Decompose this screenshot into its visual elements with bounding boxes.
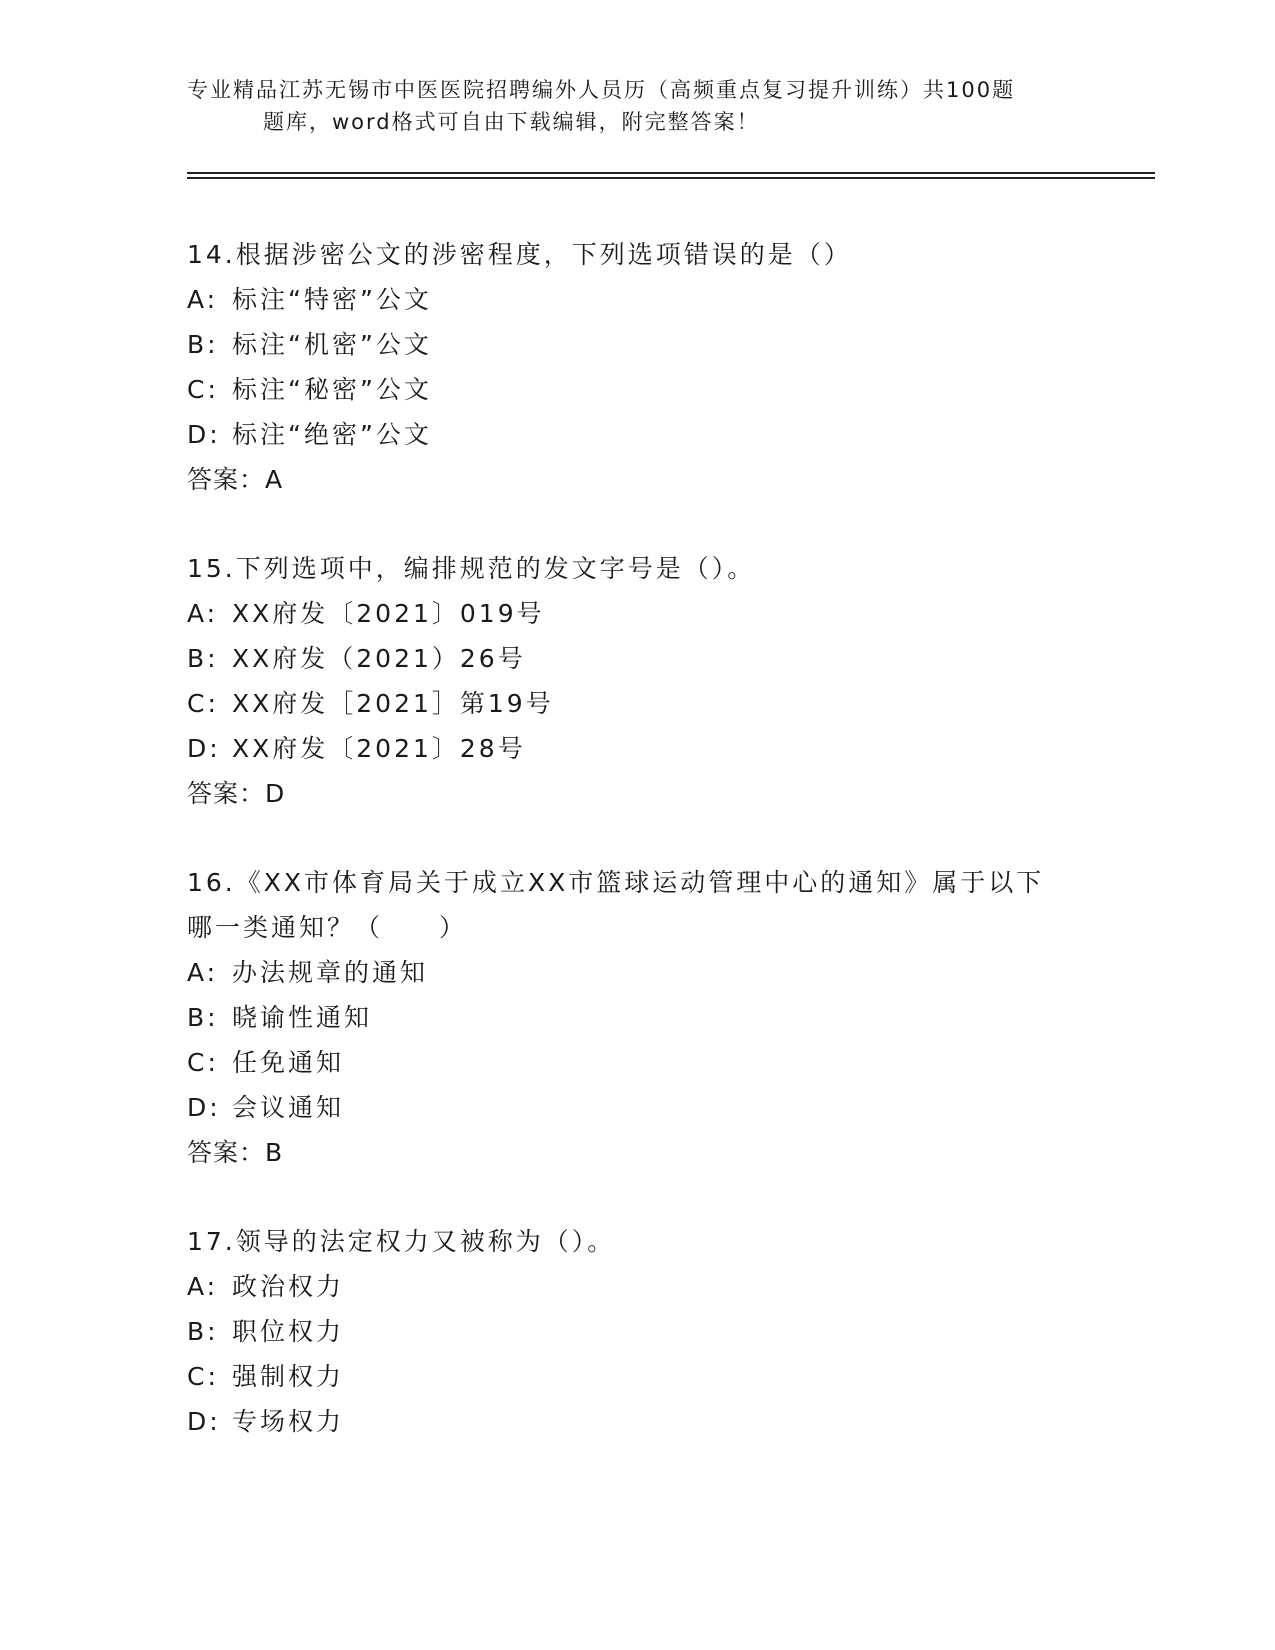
question-option: [187, 636, 1087, 681]
option-key: C:: [187, 689, 219, 718]
question-item: [187, 860, 1087, 1175]
question-option: [187, 1399, 1087, 1444]
option-text: 标注“秘密”公文: [232, 375, 432, 404]
question-option: [187, 591, 1087, 636]
question-item: [187, 232, 1087, 502]
option-text: 任免通知: [232, 1048, 345, 1077]
option-text: XX府发（2021）26号: [232, 644, 526, 673]
option-text: 会议通知: [232, 1093, 345, 1122]
question-option: [187, 681, 1087, 726]
document-header: [187, 74, 1087, 138]
option-key: D:: [187, 1093, 221, 1122]
option-key: C:: [187, 375, 219, 404]
question-option: [187, 726, 1087, 771]
answer-line: 答案：A: [187, 465, 284, 494]
question-stem: 15.下列选项中，编排规范的发文字号是（）。: [187, 554, 756, 583]
question-option: [187, 1040, 1087, 1085]
question-option: [187, 1354, 1087, 1399]
option-text: 专场权力: [232, 1407, 345, 1436]
question-option: [187, 277, 1087, 322]
question-item: [187, 1219, 1087, 1444]
option-text: 强制权力: [232, 1362, 345, 1391]
option-key: C:: [187, 1048, 219, 1077]
option-key: B:: [187, 1317, 219, 1346]
option-key: D:: [187, 1407, 221, 1436]
option-text: 标注“绝密”公文: [232, 420, 432, 449]
question-item: [187, 546, 1087, 816]
option-text: XX府发［2021］第19号: [232, 689, 554, 718]
question-option: [187, 1085, 1087, 1130]
option-text: 政治权力: [232, 1272, 345, 1301]
option-key: B:: [187, 644, 219, 673]
option-key: A:: [187, 1272, 219, 1301]
header-rule-top: [187, 172, 1155, 174]
question-option: [187, 322, 1087, 367]
option-text: 标注“特密”公文: [232, 285, 432, 314]
question-list: [187, 232, 1087, 1488]
option-key: B:: [187, 330, 219, 359]
document-title-line-2: 题库，word格式可自由下载编辑，附完整答案！: [263, 110, 760, 134]
question-option: [187, 995, 1087, 1040]
option-text: 办法规章的通知: [232, 958, 429, 987]
option-key: A:: [187, 958, 219, 987]
answer-line: 答案：B: [187, 1138, 284, 1167]
option-key: C:: [187, 1362, 219, 1391]
option-text: XX府发〔2021〕019号: [232, 599, 545, 628]
option-text: 标注“机密”公文: [232, 330, 432, 359]
question-stem: 哪一类通知？（ ）: [187, 913, 468, 942]
option-text: 职位权力: [232, 1317, 345, 1346]
option-key: A:: [187, 599, 219, 628]
option-key: D:: [187, 734, 221, 763]
document-title-line-1: 专业精品江苏无锡市中医医院招聘编外人员历（高频重点复习提升训练）共100题: [187, 78, 1016, 102]
question-option: [187, 412, 1087, 457]
question-stem: 16.《XX市体育局关于成立XX市篮球运动管理中心的通知》属于以下: [187, 868, 1045, 897]
question-option: [187, 950, 1087, 995]
option-text: 晓谕性通知: [232, 1003, 373, 1032]
question-option: [187, 367, 1087, 412]
question-stem: 17.领导的法定权力又被称为（）。: [187, 1227, 616, 1256]
option-text: XX府发〔2021〕28号: [232, 734, 526, 763]
question-option: [187, 1309, 1087, 1354]
option-key: B:: [187, 1003, 219, 1032]
question-option: [187, 1264, 1087, 1309]
question-stem: 14.根据涉密公文的涉密程度，下列选项错误的是（）: [187, 240, 852, 269]
answer-line: 答案：D: [187, 779, 286, 808]
option-key: D:: [187, 420, 221, 449]
header-rule-bottom: [187, 177, 1155, 179]
option-key: A:: [187, 285, 219, 314]
